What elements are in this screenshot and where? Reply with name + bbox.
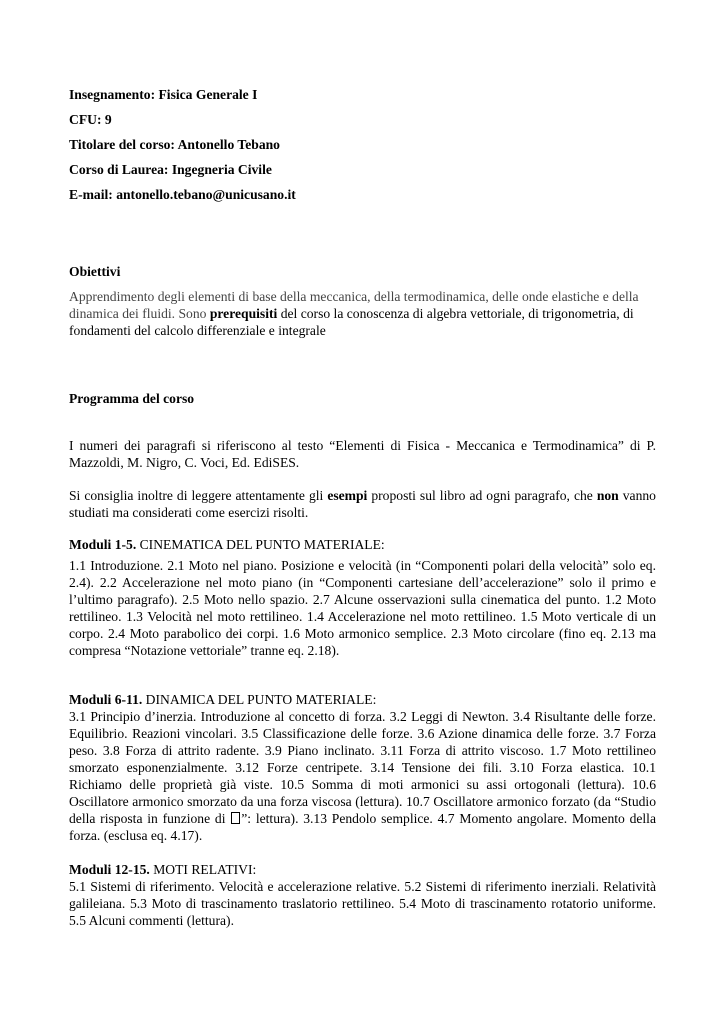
corso-line: Corso di Laurea: Ingegneria Civile xyxy=(69,162,272,177)
obiettivi-text-a: Apprendimento degli elementi di base della meccanica, della termodinamica, delle onde elastiche e della dinamica dei fluidi. Sono xyxy=(69,289,639,321)
programma-consiglio xyxy=(69,487,656,521)
modulo-12-15-text: 5.1 Sistemi di riferimento. Velocità e accelerazione relative. 5.2 Sistemi di riferimento inerziali. Relatività galileiana. 5.3 Moto di trascinamento traslatorio rettilineo. 5.4 Moto di trascinamento rotatorio uniforme. 5.5 Alcuni commenti (lettura). xyxy=(69,879,656,928)
modulo-1-5-text: 1.1 Introduzione. 2.1 Moto nel piano. Posizione e velocità (in “Componenti polari della velocità” solo eq. 2.4). 2.2 Accelerazione nel moto piano (in “Componenti cartesiane dell’accelerazione” solo il primo e l’ultimo paragrafo). 2.5 Moto nello spazio. 2.7 Alcune osservazioni sulla cinematica del punto. 1.2 Moto rettilineo. 1.3 Velocità nel moto rettilineo. 1.4 Accelerazione nel moto rettilineo. 1.5 Moto verticale di un corpo. 2.4 Moto parabolico dei corpi. 1.6 Moto armonico semplice. 2.3 Moto circolare (fino eq. 2.13 ma compresa “Notazione vettoriale” tranne eq. 2.18). xyxy=(69,558,656,658)
modulo-title: MOTI RELATIVI: xyxy=(149,862,257,877)
course-header xyxy=(69,85,656,210)
obiettivi-text-b: del corso la conoscenza di algebra vettoriale, di trigonometria, di fondamenti del calcolo differenziale e integrale xyxy=(69,306,634,338)
document-page xyxy=(69,85,656,929)
modulo-label: Moduli 6-11. xyxy=(69,692,143,707)
programma-intro: I numeri dei paragrafi si riferiscono al testo “Elementi di Fisica - Meccanica e Termodinamica” di P. Mazzoldi, M. Nigro, C. Voci, Ed. EdiSES. xyxy=(69,438,656,470)
insegnamento-line: Insegnamento: Fisica Generale I xyxy=(69,87,258,102)
modulo-6-11-text-a: 3.1 Principio d’inerzia. Introduzione al concetto di forza. 3.2 Leggi di Newton. 3.4 Risultante delle forze. Equilibrio. Reazioni vincolari. 3.5 Classificazione delle forze. 3.6 Azione dinamica delle forze. 3.7 Forza peso. 3.8 Forza di attrito radente. 3.9 Piano inclinato. 3.11 Forza di attrito viscoso. 1.7 Moto rettilineo smorzato esponenzialmente. 3.12 Forze centripete. 3.14 Tensione dei fili. 3.10 Forza elastica. 10.1 Richiamo delle proprietà già viste. 10.5 Somma di moti armonici su assi ortogonali (lettura). 10.6 Oscillatore armonico smorzato da una forza viscosa (lettura). 10.7 Oscillatore armonico forzato (da “Studio della risposta in funzione di xyxy=(69,709,656,826)
consiglio-bold-non: non xyxy=(596,488,619,503)
missing-glyph-icon xyxy=(231,812,240,824)
consiglio-text-d: vanno studiati ma considerati come esercizi risolti. xyxy=(69,488,656,520)
modulo-12-15-heading xyxy=(69,861,656,878)
modulo-title: CINEMATICA DEL PUNTO MATERIALE: xyxy=(136,537,385,552)
consiglio-text-c: proposti sul libro ad ogni paragrafo, che xyxy=(367,488,597,503)
modulo-6-11-text xyxy=(69,708,656,844)
modulo-label: Moduli 12-15. xyxy=(69,862,150,877)
obiettivi-bold: prerequisiti xyxy=(209,306,278,321)
modulo-1-5-heading xyxy=(69,536,656,553)
cfu-line: CFU: 9 xyxy=(69,112,112,127)
email-line: E-mail: antonello.tebano@unicusano.it xyxy=(69,187,296,202)
titolare-line: Titolare del corso: Antonello Tebano xyxy=(69,137,280,152)
consiglio-text-a: Si consiglia inoltre di leggere attentamente gli xyxy=(69,488,328,503)
modulo-label: Moduli 1-5. xyxy=(69,537,137,552)
consiglio-bold-esempi: esempi xyxy=(327,488,368,503)
programma-title: Programma del corso xyxy=(69,391,195,406)
modulo-title: DINAMICA DEL PUNTO MATERIALE: xyxy=(142,692,377,707)
modulo-6-11-heading xyxy=(69,691,656,708)
obiettivi-title: Obiettivi xyxy=(69,264,121,279)
obiettivi-text xyxy=(69,288,654,339)
modulo-6-11-text-b: ”: lettura). 3.13 Pendolo semplice. 4.7 Momento angolare. Momento della forza. (esclusa eq. 4.17). xyxy=(69,811,656,843)
